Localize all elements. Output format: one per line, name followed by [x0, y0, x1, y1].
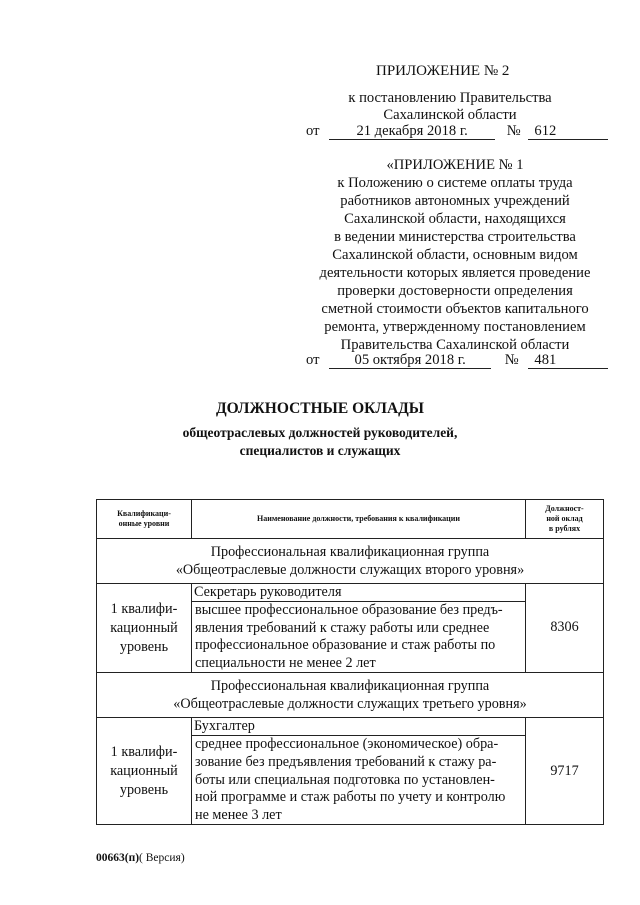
requirement-line: ной программе и стаж работы по учету и контролю	[195, 789, 506, 806]
group-title-line: Профессиональная квалификационная группа	[210, 678, 490, 695]
table-row	[97, 718, 604, 736]
group-title-line: «Общеотраслевые должности служащих третьего уровня»	[173, 696, 527, 713]
requirement-line: среднее профессиональное (экономическое) обра-	[195, 736, 499, 753]
appendix-1-line: сметной стоимости объектов капитального	[321, 301, 589, 317]
qualification-level	[97, 718, 192, 825]
appendix-1-date: 05 октября 2018 г.	[329, 352, 491, 369]
qualification-requirements	[192, 602, 526, 673]
requirement-line: профессиональное образование и стаж работы по	[195, 637, 496, 654]
group-title-line: «Общеотраслевые должности служащих второго уровня»	[175, 562, 525, 578]
table-row	[97, 584, 604, 602]
appendix-2-line-2: Сахалинской области	[383, 107, 517, 123]
document-code	[96, 852, 185, 864]
appendix-1-line: к Положению о системе оплаты труда	[337, 175, 573, 191]
document-title: ДОЛЖНОСТНЫЕ ОКЛАДЫ	[215, 400, 425, 417]
table-header-row	[97, 500, 604, 539]
appendix-1-line: деятельности которых является проведение	[319, 265, 591, 281]
number-label: №	[504, 352, 519, 368]
salary-value: 8306	[526, 584, 604, 673]
document-subtitle-2: специалистов и служащих	[239, 443, 401, 458]
level-line: кационный	[110, 619, 178, 636]
level-line: 1 квалифи-	[110, 600, 178, 617]
header-salary-line: в рублях	[548, 524, 581, 533]
from-label: от	[306, 123, 320, 139]
level-line: уровень	[119, 781, 169, 798]
requirement-line: зование без предъявления требований к стажу ра-	[195, 753, 497, 770]
requirement-line: специальности не менее 2 лет	[195, 654, 376, 671]
level-line: 1 квалифи-	[110, 743, 178, 760]
header-level-line: Квалификаци-	[117, 509, 171, 518]
document-version: ( Версия)	[139, 852, 185, 864]
header-position: Наименование должности, требования к квалификации	[192, 500, 526, 539]
requirement-line: боты или специальная подготовка по установлен-	[195, 771, 495, 788]
header-level-line: онные уровни	[118, 519, 170, 528]
salary-value: 9717	[526, 718, 604, 825]
appendix-1-line: Правительства Сахалинской области	[340, 337, 570, 353]
qualification-level	[97, 584, 192, 673]
requirement-line: явления требований к стажу работы или среднее	[195, 619, 490, 636]
header-salary-line: ной оклад	[546, 514, 583, 523]
group-title-line: Профессиональная квалификационная группа	[210, 544, 490, 560]
salary-table	[96, 499, 604, 825]
appendix-1-line: Сахалинской области, основным видом	[332, 247, 578, 263]
position-name: Бухгалтер	[192, 718, 526, 736]
position-name: Секретарь руководителя	[192, 584, 526, 602]
appendix-1-date-row	[306, 351, 608, 369]
group-title	[97, 539, 604, 584]
appendix-2-number: 612	[528, 123, 608, 140]
appendix-2-date: 21 декабря 2018 г.	[329, 123, 495, 140]
group-title	[97, 673, 604, 718]
appendix-2-title: ПРИЛОЖЕНИЕ № 2	[376, 63, 510, 79]
requirement-line: не менее 3 лет	[195, 806, 282, 823]
level-line: уровень	[119, 638, 169, 655]
from-label: от	[306, 352, 320, 368]
header-salary-line: Должност-	[545, 504, 584, 513]
appendix-1-text	[300, 174, 610, 354]
document-subtitle-1: общеотраслевых должностей руководителей,	[182, 425, 458, 440]
group-title-row	[97, 673, 604, 718]
qualification-requirements	[192, 736, 526, 825]
number-label: №	[506, 123, 521, 139]
group-title-row	[97, 539, 604, 584]
appendix-1-line: в ведении министерства строительства	[334, 229, 576, 245]
appendix-1-line: работников автономных учреждений	[340, 193, 570, 209]
appendix-2-date-row	[306, 122, 608, 140]
appendix-2-line-1: к постановлению Правительства	[348, 90, 552, 106]
appendix-1-line: проверки достоверности определения	[337, 283, 573, 299]
document-code-text: 00663(п)	[96, 852, 140, 864]
requirement-line: высшее профессиональное образование без предъ-	[195, 602, 503, 618]
header-level	[97, 500, 192, 539]
appendix-1-line: ремонта, утвержденному постановлением	[324, 319, 586, 335]
appendix-1-title: «ПРИЛОЖЕНИЕ № 1	[386, 157, 524, 173]
level-line: кационный	[110, 762, 178, 779]
appendix-1-line: Сахалинской области, находящихся	[344, 211, 566, 227]
header-salary	[526, 500, 604, 539]
appendix-1-number: 481	[528, 352, 608, 369]
